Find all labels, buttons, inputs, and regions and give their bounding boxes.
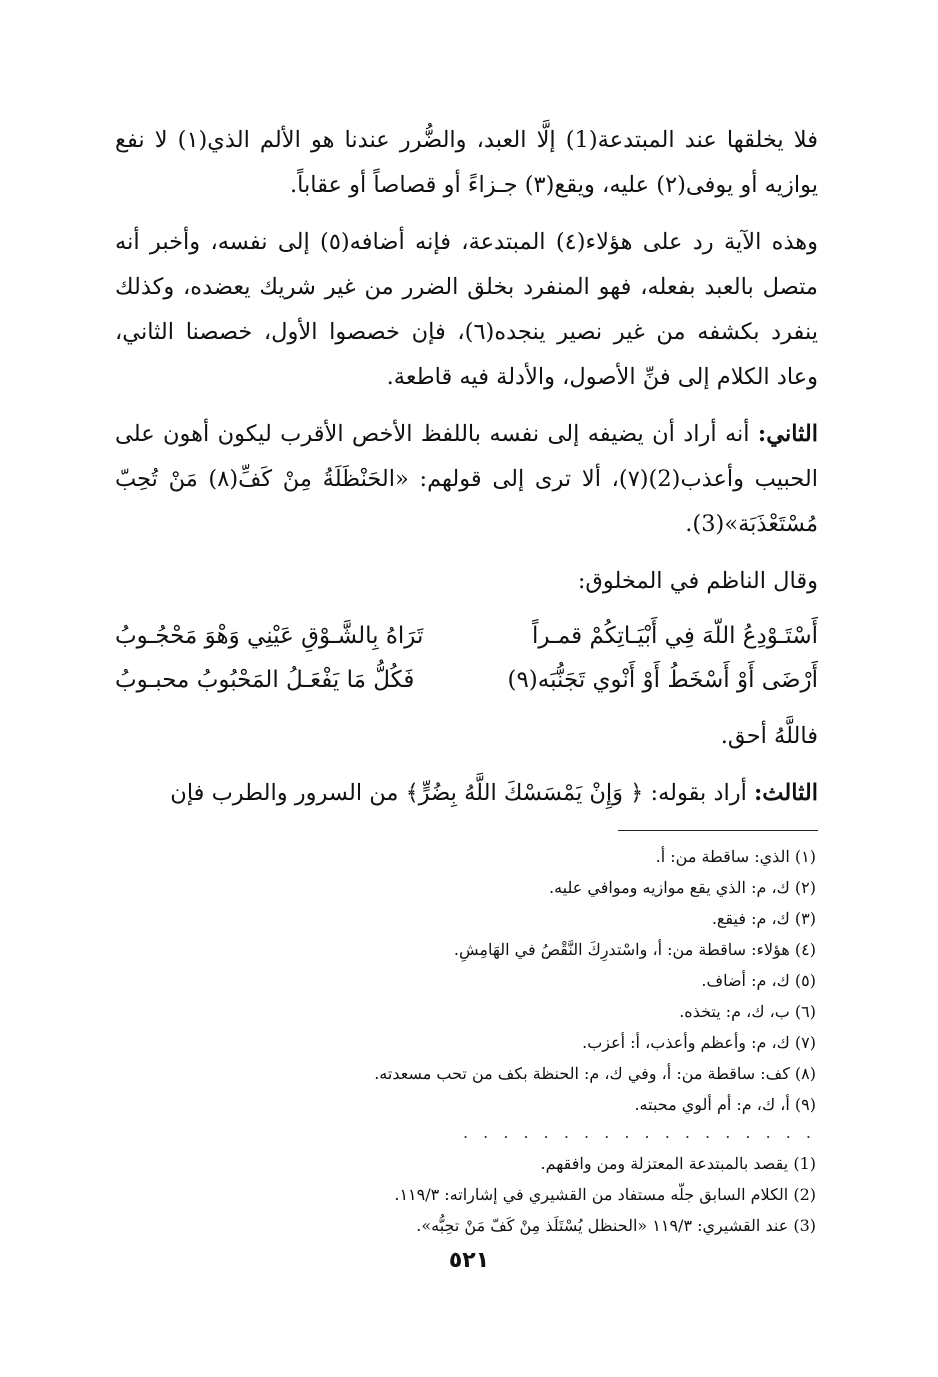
footnote-item: (٨) كف: ساقطة من: أ، وفي ك، م: الحنظة بكف من تحب مسعدته.: [374, 1064, 816, 1083]
editor-note-item: (1) يقصد بالمبتدعة المعتزلة ومن وافقهم.: [540, 1154, 816, 1173]
footnote-item: (٦) ب، ك، م: يتخذه.: [679, 1002, 816, 1021]
poem-line-2: [115, 658, 818, 702]
poem: [115, 614, 818, 702]
footnote-separator-line: [618, 830, 818, 831]
footnote-item: (٩) أ، ك، م: أم ألوي محبته.: [634, 1095, 816, 1114]
poem-line-1-first-hemistich: أَسْتَـوْدِعُ اللّهَ فِي أَبْيَـاتِكُمْ قمـراً: [532, 623, 818, 649]
footnote-item: (٤) هؤلاء: ساقطة من: أ، واسْتدرِكَ النَّقْصُ في الهَامِشِ.: [453, 940, 816, 959]
paragraph-6-text: أراد بقوله: ﴿ وَإِنْ يَمْسَسْكَ اللَّهُ بِضُرٍّ﴾ من السرور والطرب فإن: [170, 780, 747, 806]
footnote-item: (٥) ك، م: أضاف.: [701, 971, 816, 990]
editor-note-item: (2) الكلام السابق جلّه مستفاد من القشيري في إشاراته: ١١٩/٣.: [394, 1185, 816, 1204]
footnote-item: (٢) ك، م: الذي يقع موازيه وموافي عليه.: [548, 878, 816, 897]
footnote-item: (٣) ك، م: فيقع.: [711, 909, 816, 928]
poem-line-1: [115, 614, 818, 658]
paragraph-3-lead: الثاني:: [757, 421, 818, 447]
page-number: ٥٢١: [448, 1248, 490, 1273]
paragraph-3-text: أنه أراد أن يضيفه إلى نفسه باللفظ الأخص الأقرب ليكون أهون على الحبيب وأعذب(2)(٧)، ألا ترى إلى قولهم: «الحَنْظَلَةُ مِنْ كَفِّ(٨) مَنْ تُحِبّ مُسْتَعْذَبَة»(3).: [115, 421, 818, 537]
dotted-separator: . . . . . . . . . . . . . . . . . .: [462, 1123, 816, 1142]
page-content: [115, 118, 818, 1241]
paragraph-4: وقال الناظم في المخلوق:: [577, 568, 818, 594]
paragraph-2: وهذه الآية رد على هؤلاء(٤) المبتدعة، فإنه أضافه(٥) إلى نفسه، وأخبر أنه متصل بالعبد بفعله، فهو المنفرد بخلق الضرر من غير شريك يعضده، وكذلك ينفرد بكشفه من غير نصير ينجده(٦)، فإن خصصوا الأول، خصصنا الثاني، وعاد الكلام إلى فنِّ الأصول، والأدلة فيه قاطعة.: [115, 229, 819, 390]
paragraph-5: فاللَّهُ أحق.: [720, 723, 818, 749]
poem-line-2-first-hemistich: أَرْضَى أَوْ أَسْخَطُ أَوْ أَنْوي تَجَنُّبَه(٩): [507, 667, 818, 693]
poem-line-1-second-hemistich: تَرَاهُ بِالشَّـوْقِ عَيْنِي وَهْوَ مَحْجُـوبُ: [115, 623, 424, 649]
paragraph-1: فلا يخلقها عند المبتدعة(1) إلَّا العبد، والضُّرر عندنا هو الألم الذي(١) لا نفع يوازيه أو يوفى(٢) عليه، ويقع(٣) جـزاءً أو قصاصاً أو عقاباً.: [115, 127, 818, 198]
editor-note-item: (3) عند القشيري: ١١٩/٣ «الحنظل يُسْتَلَذ مِنْ كَفّ مَنْ تحِبُّه».: [416, 1216, 816, 1235]
footnote-item: (٧) ك، م: وأعظم وأعذب، أ: أعزب.: [582, 1033, 816, 1052]
paragraph-6-lead: الثالث:: [753, 780, 818, 806]
paragraph-6: [115, 771, 818, 816]
poem-line-2-second-hemistich: فَكُلُّ مَا يَفْعَـلُ المَحْبُوبُ محبـوبُ: [115, 667, 415, 693]
footnote-item: (١) الذي: ساقطة من: أ.: [655, 847, 816, 866]
paragraph-3: [115, 412, 818, 547]
footnotes: [115, 841, 818, 1241]
